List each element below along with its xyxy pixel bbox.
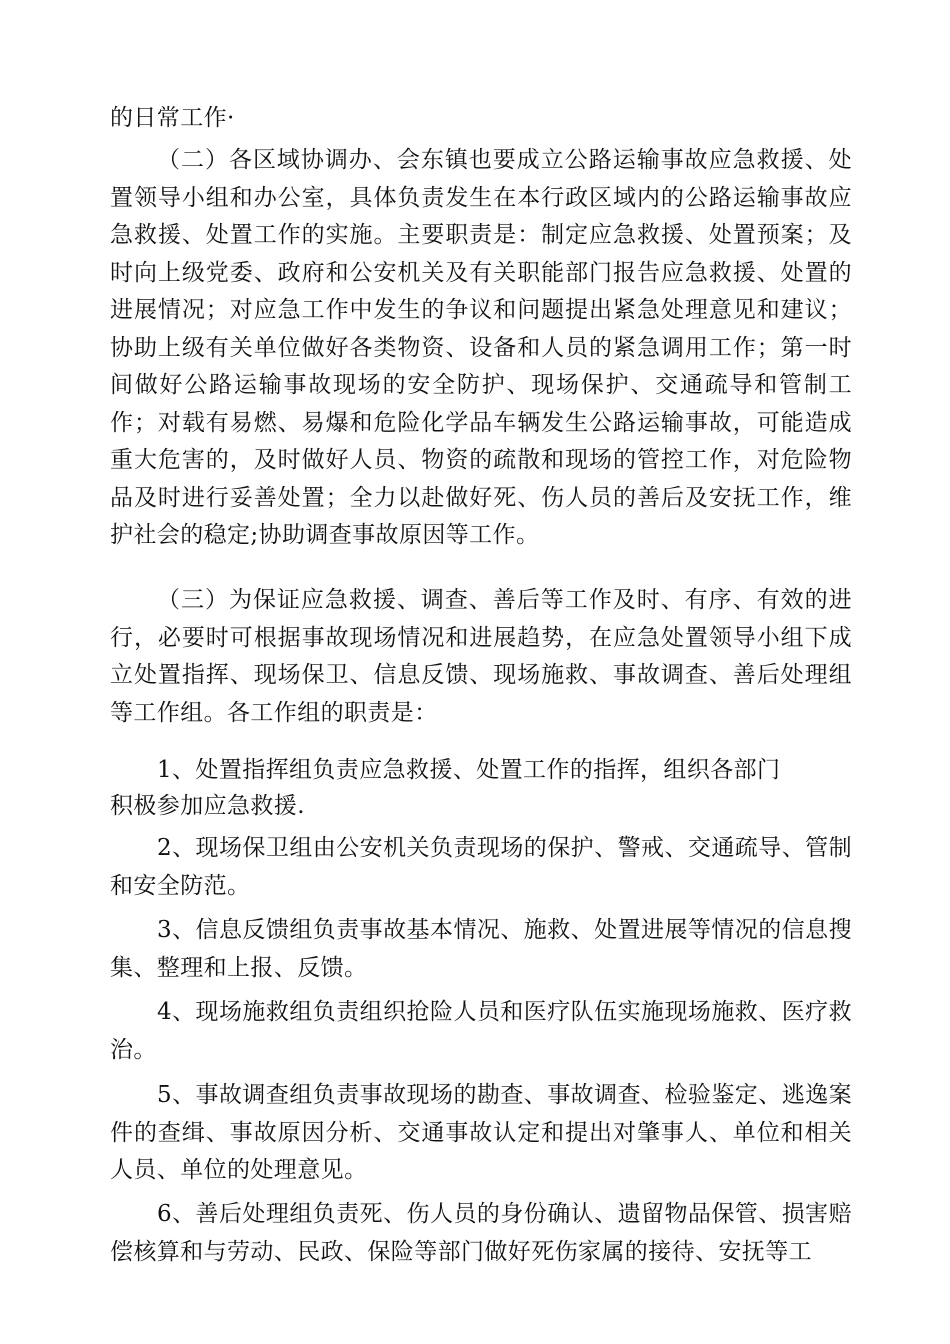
list-item-3: 3、信息反馈组负责事故基本情况、施救、处置进展等情况的信息搜集、整理和上报、反馈。	[110, 917, 852, 981]
paragraph-section-3: （三）为保证应急救援、调查、善后等工作及时、有序、有效的进行，必要时可根据事故现场情况和进展趋势，在应急处置领导小组下成立处置指挥、现场保卫、信息反馈、现场施救、事故调查、善后处理组等工作组。各工作组的职责是：	[110, 587, 852, 726]
list-item-1: 1、处置指挥组负责应急救援、处置工作的指挥，组织各部门	[157, 757, 781, 783]
list-item-5: 5、事故调查组负责事故现场的勘查、事故调查、检验鉴定、逃逸案件的查缉、事故原因分析、交通事故认定和提出对肇事人、单位和相关人员、单位的处理意见。	[110, 1082, 852, 1183]
list-item-2: 2、现场保卫组由公安机关负责现场的保护、警戒、交通疏导、管制和安全防范。	[110, 835, 852, 899]
list-item-4: 4、现场施救组负责组织抢险人员和医疗队伍实施现场施救、医疗救治。	[110, 999, 852, 1063]
paragraph-continuation: 的日常工作·	[110, 105, 235, 131]
paragraph-section-2: （二）各区域协调办、会东镇也要成立公路运输事故应急救援、处置领导小组和办公室，具体负责发生在本行政区域内的公路运输事故应急救援、处置工作的实施。主要职责是：制定应急救援、处置预案；及时向上级党委、政府和公安机关及有关职能部门报告应急救援、处置的进展情况；对应急工作中发生的争议和问题提出紧急处理意见和建议；协助上级有关单位做好各类物资、设备和人员的紧急调用工作；第一时间做好公路运输事故现场的安全防护、现场保护、交通疏导和管制工作；对载有易燃、易爆和危险化学品车辆发生公路运输事故，可能造成重大危害的，及时做好人员、物资的疏散和现场的管控工作，对危险物品及时进行妥善处置；全力以赴做好死、伤人员的善后及安抚工作，维护社会的稳定;协助调查事故原因等工作。	[110, 147, 852, 548]
list-item-1-continuation: 积极参加应急救援.	[110, 793, 305, 819]
list-item-6: 6、善后处理组负责死、伤人员的身份确认、遗留物品保管、损害赔偿核算和与劳动、民政、保险等部门做好死伤家属的接待、安抚等工	[110, 1201, 852, 1265]
